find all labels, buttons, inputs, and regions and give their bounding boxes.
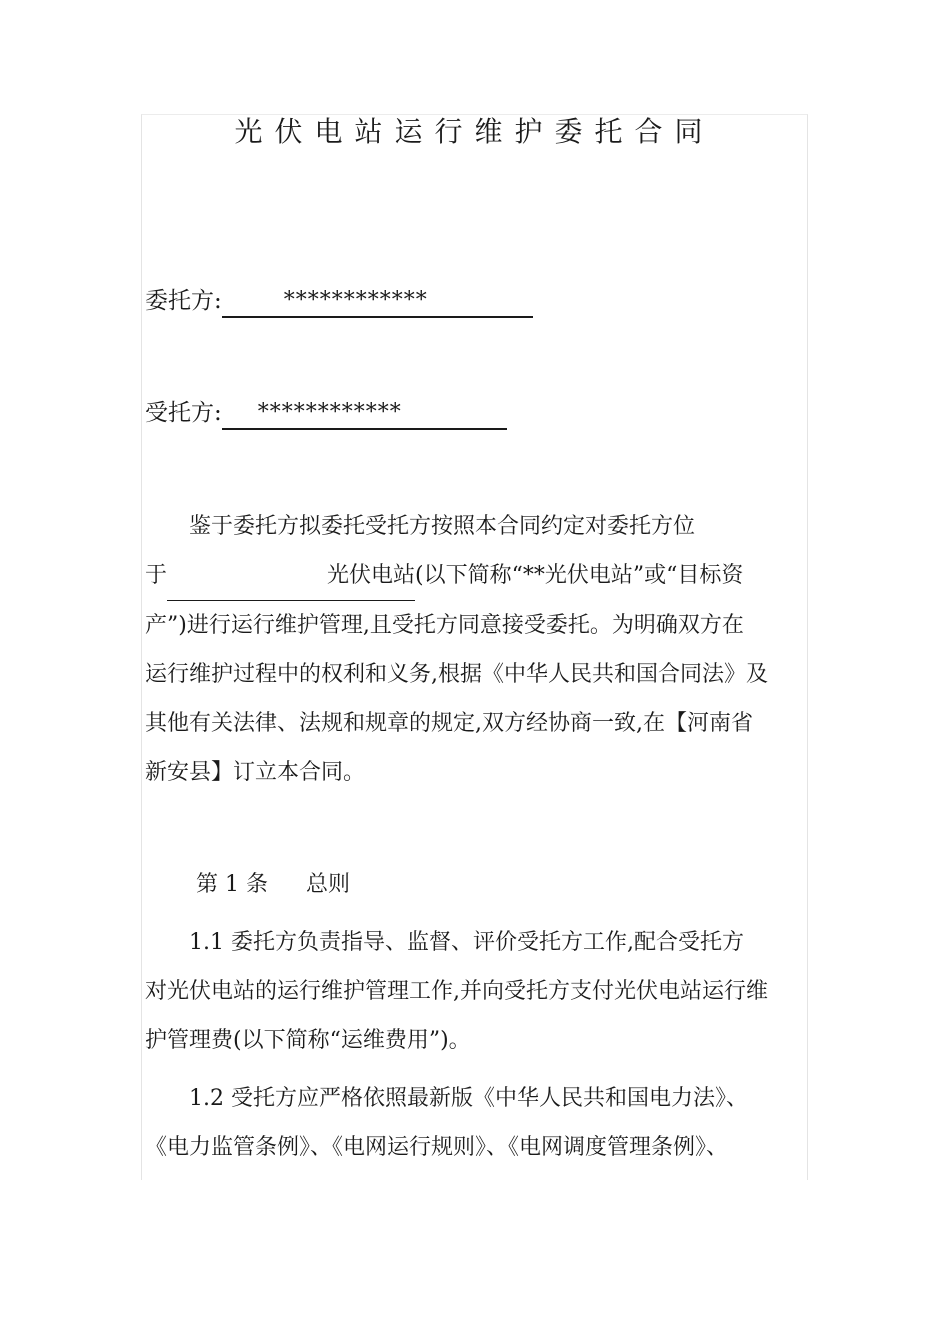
clause-line: 1.2 受托方应严格依照最新版《中华人民共和国电力法》、	[189, 1086, 748, 1111]
trustee-party-row	[145, 398, 507, 430]
clause-line: 护管理费(以下简称“运维费用”)。	[145, 1028, 471, 1053]
trustee-label: 受托方:	[145, 400, 222, 426]
principal-party-row	[145, 286, 533, 318]
preamble-line	[145, 551, 809, 601]
clause-1-2	[145, 1074, 809, 1172]
preamble-line: 运行维护过程中的权利和义务,根据《中华人民共和国合同法》及	[145, 662, 768, 687]
article-number: 第 1 条	[196, 872, 268, 897]
preamble-line2-suffix: (以下简称“**光伏电站”或“目标资	[415, 563, 744, 588]
preamble-line: 鉴于委托方拟委托受托方按照本合同约定对委托方位	[189, 514, 696, 539]
station-name: 光伏电站	[327, 563, 416, 588]
clause-line: 1.1 委托方负责指导、监督、评价受托方工作,配合受托方	[189, 930, 744, 955]
principal-field	[222, 286, 533, 318]
clause-1-1	[145, 918, 809, 1065]
preamble-line: 产”)进行运行维护管理,且受托方同意接受委托。为明确双方在	[145, 613, 744, 638]
trustee-field	[222, 398, 507, 430]
preamble-line: 新安县】订立本合同。	[145, 760, 366, 785]
clause-line: 《电力监管条例》、《电网运行规则》、《电网调度管理条例》、	[145, 1135, 729, 1160]
principal-value: ************	[283, 288, 428, 313]
preamble-line: 其他有关法律、法规和规章的规定,双方经协商一致,在【河南省	[145, 711, 753, 736]
article-1-heading	[196, 870, 350, 900]
clause-line: 对光伏电站的运行维护管理工作,并向受托方支付光伏电站运行维	[145, 979, 768, 1004]
trustee-value: ************	[257, 400, 402, 425]
preamble-paragraph	[145, 502, 809, 797]
station-location-field	[167, 551, 415, 601]
document-title: 光伏电站运行维护委托合同	[234, 115, 715, 148]
preamble-line2-prefix: 于	[145, 563, 168, 588]
principal-label: 委托方:	[145, 288, 222, 314]
article-title: 总则	[305, 872, 350, 897]
